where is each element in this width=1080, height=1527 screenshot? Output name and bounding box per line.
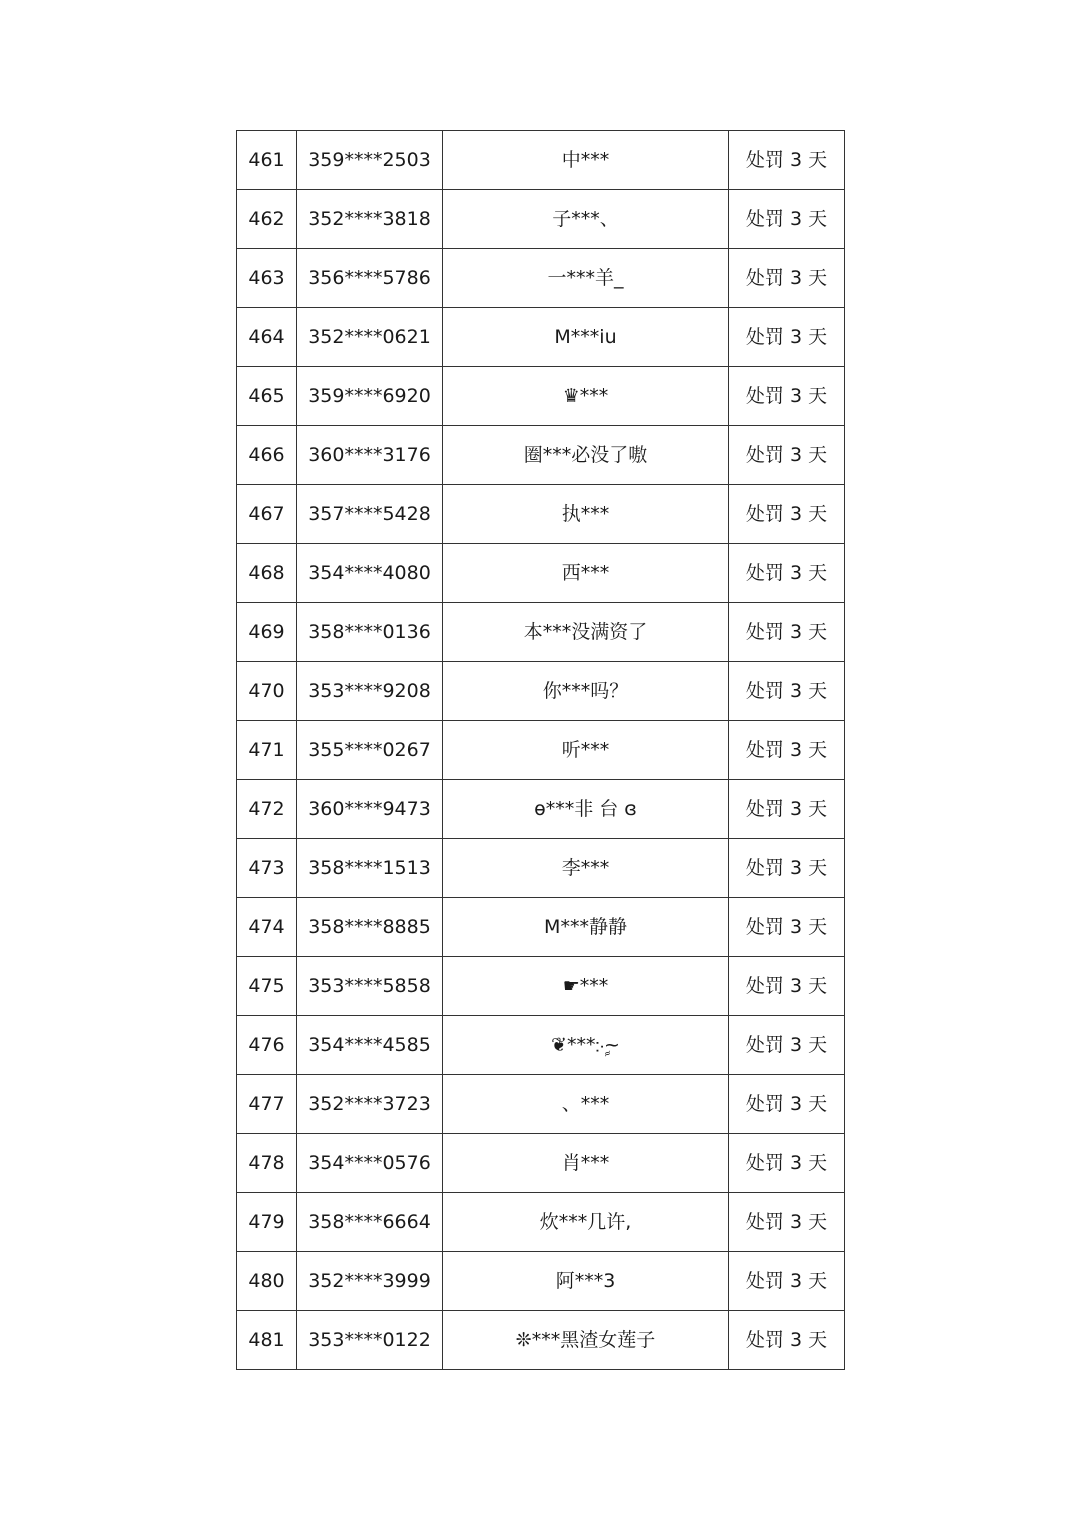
user-id: 358****8885 <box>297 898 443 957</box>
row-index: 481 <box>237 1311 297 1370</box>
table-row <box>237 131 845 190</box>
row-index: 478 <box>237 1134 297 1193</box>
table-row <box>237 1193 845 1252</box>
table-row <box>237 1075 845 1134</box>
user-id: 356****5786 <box>297 249 443 308</box>
penalty: 处罚 3 天 <box>729 898 845 957</box>
penalty: 处罚 3 天 <box>729 190 845 249</box>
user-nickname: M***静静 <box>443 898 729 957</box>
penalty: 处罚 3 天 <box>729 662 845 721</box>
penalty: 处罚 3 天 <box>729 131 845 190</box>
user-nickname: ♛*** <box>443 367 729 426</box>
row-index: 463 <box>237 249 297 308</box>
user-id: 353****9208 <box>297 662 443 721</box>
table-row <box>237 898 845 957</box>
user-id: 359****6920 <box>297 367 443 426</box>
user-nickname: 、*** <box>443 1075 729 1134</box>
table-row <box>237 603 845 662</box>
user-id: 352****0621 <box>297 308 443 367</box>
user-nickname: 听*** <box>443 721 729 780</box>
row-index: 467 <box>237 485 297 544</box>
user-nickname: 李*** <box>443 839 729 898</box>
table-row <box>237 367 845 426</box>
row-index: 466 <box>237 426 297 485</box>
user-nickname: 阿***3 <box>443 1252 729 1311</box>
user-nickname: ☛*** <box>443 957 729 1016</box>
user-nickname: 子***、 <box>443 190 729 249</box>
user-id: 352****3999 <box>297 1252 443 1311</box>
user-id: 354****4080 <box>297 544 443 603</box>
user-id: 360****9473 <box>297 780 443 839</box>
row-index: 476 <box>237 1016 297 1075</box>
row-index: 470 <box>237 662 297 721</box>
row-index: 461 <box>237 131 297 190</box>
penalty: 处罚 3 天 <box>729 544 845 603</box>
table-row <box>237 190 845 249</box>
user-nickname: 西*** <box>443 544 729 603</box>
table-row <box>237 485 845 544</box>
table-row <box>237 426 845 485</box>
table-row <box>237 544 845 603</box>
user-id: 352****3818 <box>297 190 443 249</box>
table-row <box>237 780 845 839</box>
row-index: 464 <box>237 308 297 367</box>
user-id: 358****0136 <box>297 603 443 662</box>
row-index: 480 <box>237 1252 297 1311</box>
user-id: 354****4585 <box>297 1016 443 1075</box>
user-id: 355****0267 <box>297 721 443 780</box>
user-nickname: 圈***必没了嗷 <box>443 426 729 485</box>
user-id: 359****2503 <box>297 131 443 190</box>
penalty: 处罚 3 天 <box>729 1311 845 1370</box>
penalty-table-body <box>237 131 845 1370</box>
table-row <box>237 839 845 898</box>
user-id: 360****3176 <box>297 426 443 485</box>
table-row <box>237 1016 845 1075</box>
user-nickname: ❦***჻ࣩ~ <box>443 1016 729 1075</box>
penalty: 处罚 3 天 <box>729 780 845 839</box>
penalty: 处罚 3 天 <box>729 839 845 898</box>
table-row <box>237 662 845 721</box>
table-row <box>237 721 845 780</box>
penalty: 处罚 3 天 <box>729 1075 845 1134</box>
penalty: 处罚 3 天 <box>729 485 845 544</box>
table-row <box>237 249 845 308</box>
user-id: 353****5858 <box>297 957 443 1016</box>
row-index: 479 <box>237 1193 297 1252</box>
table-row <box>237 957 845 1016</box>
penalty: 处罚 3 天 <box>729 721 845 780</box>
user-nickname: M***iu <box>443 308 729 367</box>
penalty: 处罚 3 天 <box>729 308 845 367</box>
user-id: 357****5428 <box>297 485 443 544</box>
penalty: 处罚 3 天 <box>729 1134 845 1193</box>
user-id: 352****3723 <box>297 1075 443 1134</box>
user-nickname: ɵ***非 台 ɞ <box>443 780 729 839</box>
user-nickname: 肖*** <box>443 1134 729 1193</box>
penalty-table <box>236 130 845 1370</box>
row-index: 474 <box>237 898 297 957</box>
penalty: 处罚 3 天 <box>729 1016 845 1075</box>
user-nickname: 执*** <box>443 485 729 544</box>
row-index: 462 <box>237 190 297 249</box>
table-row <box>237 308 845 367</box>
row-index: 469 <box>237 603 297 662</box>
penalty: 处罚 3 天 <box>729 957 845 1016</box>
row-index: 475 <box>237 957 297 1016</box>
row-index: 471 <box>237 721 297 780</box>
penalty: 处罚 3 天 <box>729 603 845 662</box>
user-nickname: 你***吗？ <box>443 662 729 721</box>
user-nickname: ❊***黑渣女莲子 <box>443 1311 729 1370</box>
table-row <box>237 1252 845 1311</box>
penalty: 处罚 3 天 <box>729 367 845 426</box>
user-nickname: 中*** <box>443 131 729 190</box>
penalty: 处罚 3 天 <box>729 1193 845 1252</box>
row-index: 473 <box>237 839 297 898</box>
user-nickname: 一***羊_ <box>443 249 729 308</box>
user-nickname: 本***没满资了 <box>443 603 729 662</box>
row-index: 468 <box>237 544 297 603</box>
penalty: 处罚 3 天 <box>729 249 845 308</box>
penalty: 处罚 3 天 <box>729 1252 845 1311</box>
penalty: 处罚 3 天 <box>729 426 845 485</box>
user-nickname: 炊***几许, <box>443 1193 729 1252</box>
row-index: 472 <box>237 780 297 839</box>
user-id: 358****1513 <box>297 839 443 898</box>
user-id: 358****6664 <box>297 1193 443 1252</box>
user-id: 354****0576 <box>297 1134 443 1193</box>
user-id: 353****0122 <box>297 1311 443 1370</box>
table-row <box>237 1311 845 1370</box>
row-index: 477 <box>237 1075 297 1134</box>
row-index: 465 <box>237 367 297 426</box>
table-row <box>237 1134 845 1193</box>
